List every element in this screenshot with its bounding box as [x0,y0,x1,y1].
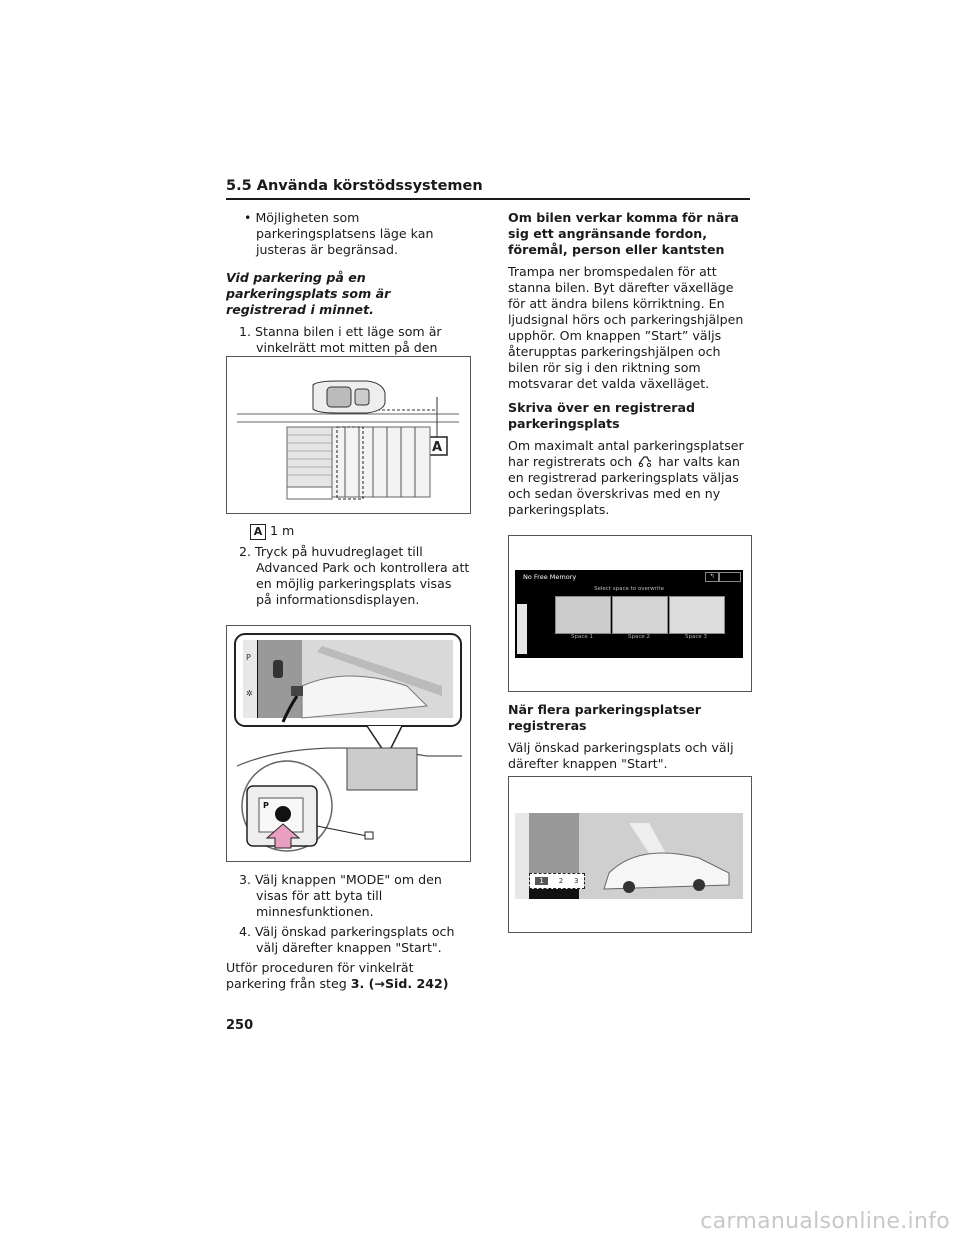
screen-title: No Free Memory [523,573,577,581]
left-column-step2 [226,544,470,608]
memory-overhead-view [529,813,579,873]
svg-text:P: P [263,801,269,810]
start-button[interactable] [719,572,741,582]
page-number: 250 [226,1018,254,1033]
step-2: 2. Tryck på huvudreglaget till Advanced Park och kontrollera att en möjlig parkeringsplats visas på informationsdisplayen. [239,544,470,607]
legend-a-text: 1 m [270,523,295,538]
memory-slot-selector [529,873,585,889]
right-para-overwrite [508,438,752,518]
memory-car-illustration [579,813,743,899]
space-3-label: Space 3 [684,634,707,640]
gear-icon: ✲ [246,689,253,698]
space-2-thumb[interactable] [612,596,668,634]
left-column [226,210,470,372]
left-heading-memory: Vid parkering på en parkeringsplats som är registrerad i minnet. [226,270,391,317]
steering-wheel-icon [275,806,291,822]
section-rule [226,198,750,200]
bullet-text: Möjligheten som parkeringsplatsens läge kan justeras är begränsad. [255,210,434,257]
memory-slot-2[interactable]: 2 [558,877,564,885]
outro-text-a: Utför proceduren för vinkelrät parkering från steg [226,960,414,991]
figure-dashboard [226,625,471,862]
parking-assist-icon [636,454,654,468]
figure-parking-lot [226,356,471,514]
parking-assist-icon: P [246,653,251,662]
right-heading-overwrite: Skriva över en registrerad parkeringsplats [508,400,696,431]
para-overwrite-a: Om maximalt antal parkeringsplatser har registrerats och [508,438,744,469]
bullet-item: • Möjligheten som parkeringsplatsens läge kan justeras är begränsad. [244,210,434,257]
overwrite-screen [515,570,743,658]
section-title: 5.5 Använda körstödssystemen [226,178,483,194]
space-3-thumb[interactable] [669,596,725,634]
watermark: carmanualsonline.info [700,1209,950,1234]
left-column-lower [226,872,470,992]
space-1-label: Space 1 [570,634,593,640]
space-1-thumb[interactable] [555,596,611,634]
right-column [508,210,752,518]
memory-slot-3[interactable]: 3 [574,877,579,885]
screen-subtitle: Select space to overwrite [594,586,664,592]
right-column-lower [508,702,752,772]
step-1: 1. Stanna bilen i ett läge som är vinkelrätt mot mitten på den [239,324,442,355]
space-2-label: Space 2 [627,634,650,640]
figure-label-a: A [432,440,443,455]
right-heading-too-close: Om bilen verkar komma för nära sig ett angränsande fordon, föremål, person eller kantsten [508,210,739,257]
parking-lot-illustration [227,357,470,513]
step-4: 4. Välj önskad parkeringsplats och välj därefter knappen "Start". [239,924,455,955]
figure-memory-slots [508,776,752,933]
car-top-view [313,381,385,413]
legend-a-box: A [250,524,266,540]
memory-screen [515,813,743,899]
right-heading-multiple: När flera parkeringsplatser registreras [508,702,702,733]
memory-sidebar [515,813,529,899]
step-3: 3. Välj knappen "MODE" om den visas för att byta till minnesfunktionen. [239,872,442,919]
outro-text [226,960,470,992]
right-para-multiple: Välj önskad parkeringsplats och välj därefter knappen "Start". [508,740,734,771]
back-icon[interactable]: ↰ [705,572,719,582]
screen-sidebar [517,604,527,654]
memory-slot-1[interactable]: 1 [535,877,547,885]
dashboard-illustration [227,626,470,861]
right-para-too-close: Trampa ner bromspedalen för att stanna bilen. Byt därefter växelläge för att ändra bilens körriktning. En ljudsignal hörs och parkeringshjälpen upphör. Om knappen ”Start” väljs återupptas parkeringshjälpen och bilen rör sig i den riktning som motsvarar det valda växelläget. [508,264,744,391]
para-overwrite-b: har valts kan en registrerad parkeringsplats väljas och sedan överskrivas med en ny parkeringsplats. [508,454,741,517]
outro-link[interactable]: 3. (→Sid. 242) [350,976,449,991]
figure-overwrite-screen [508,535,752,692]
